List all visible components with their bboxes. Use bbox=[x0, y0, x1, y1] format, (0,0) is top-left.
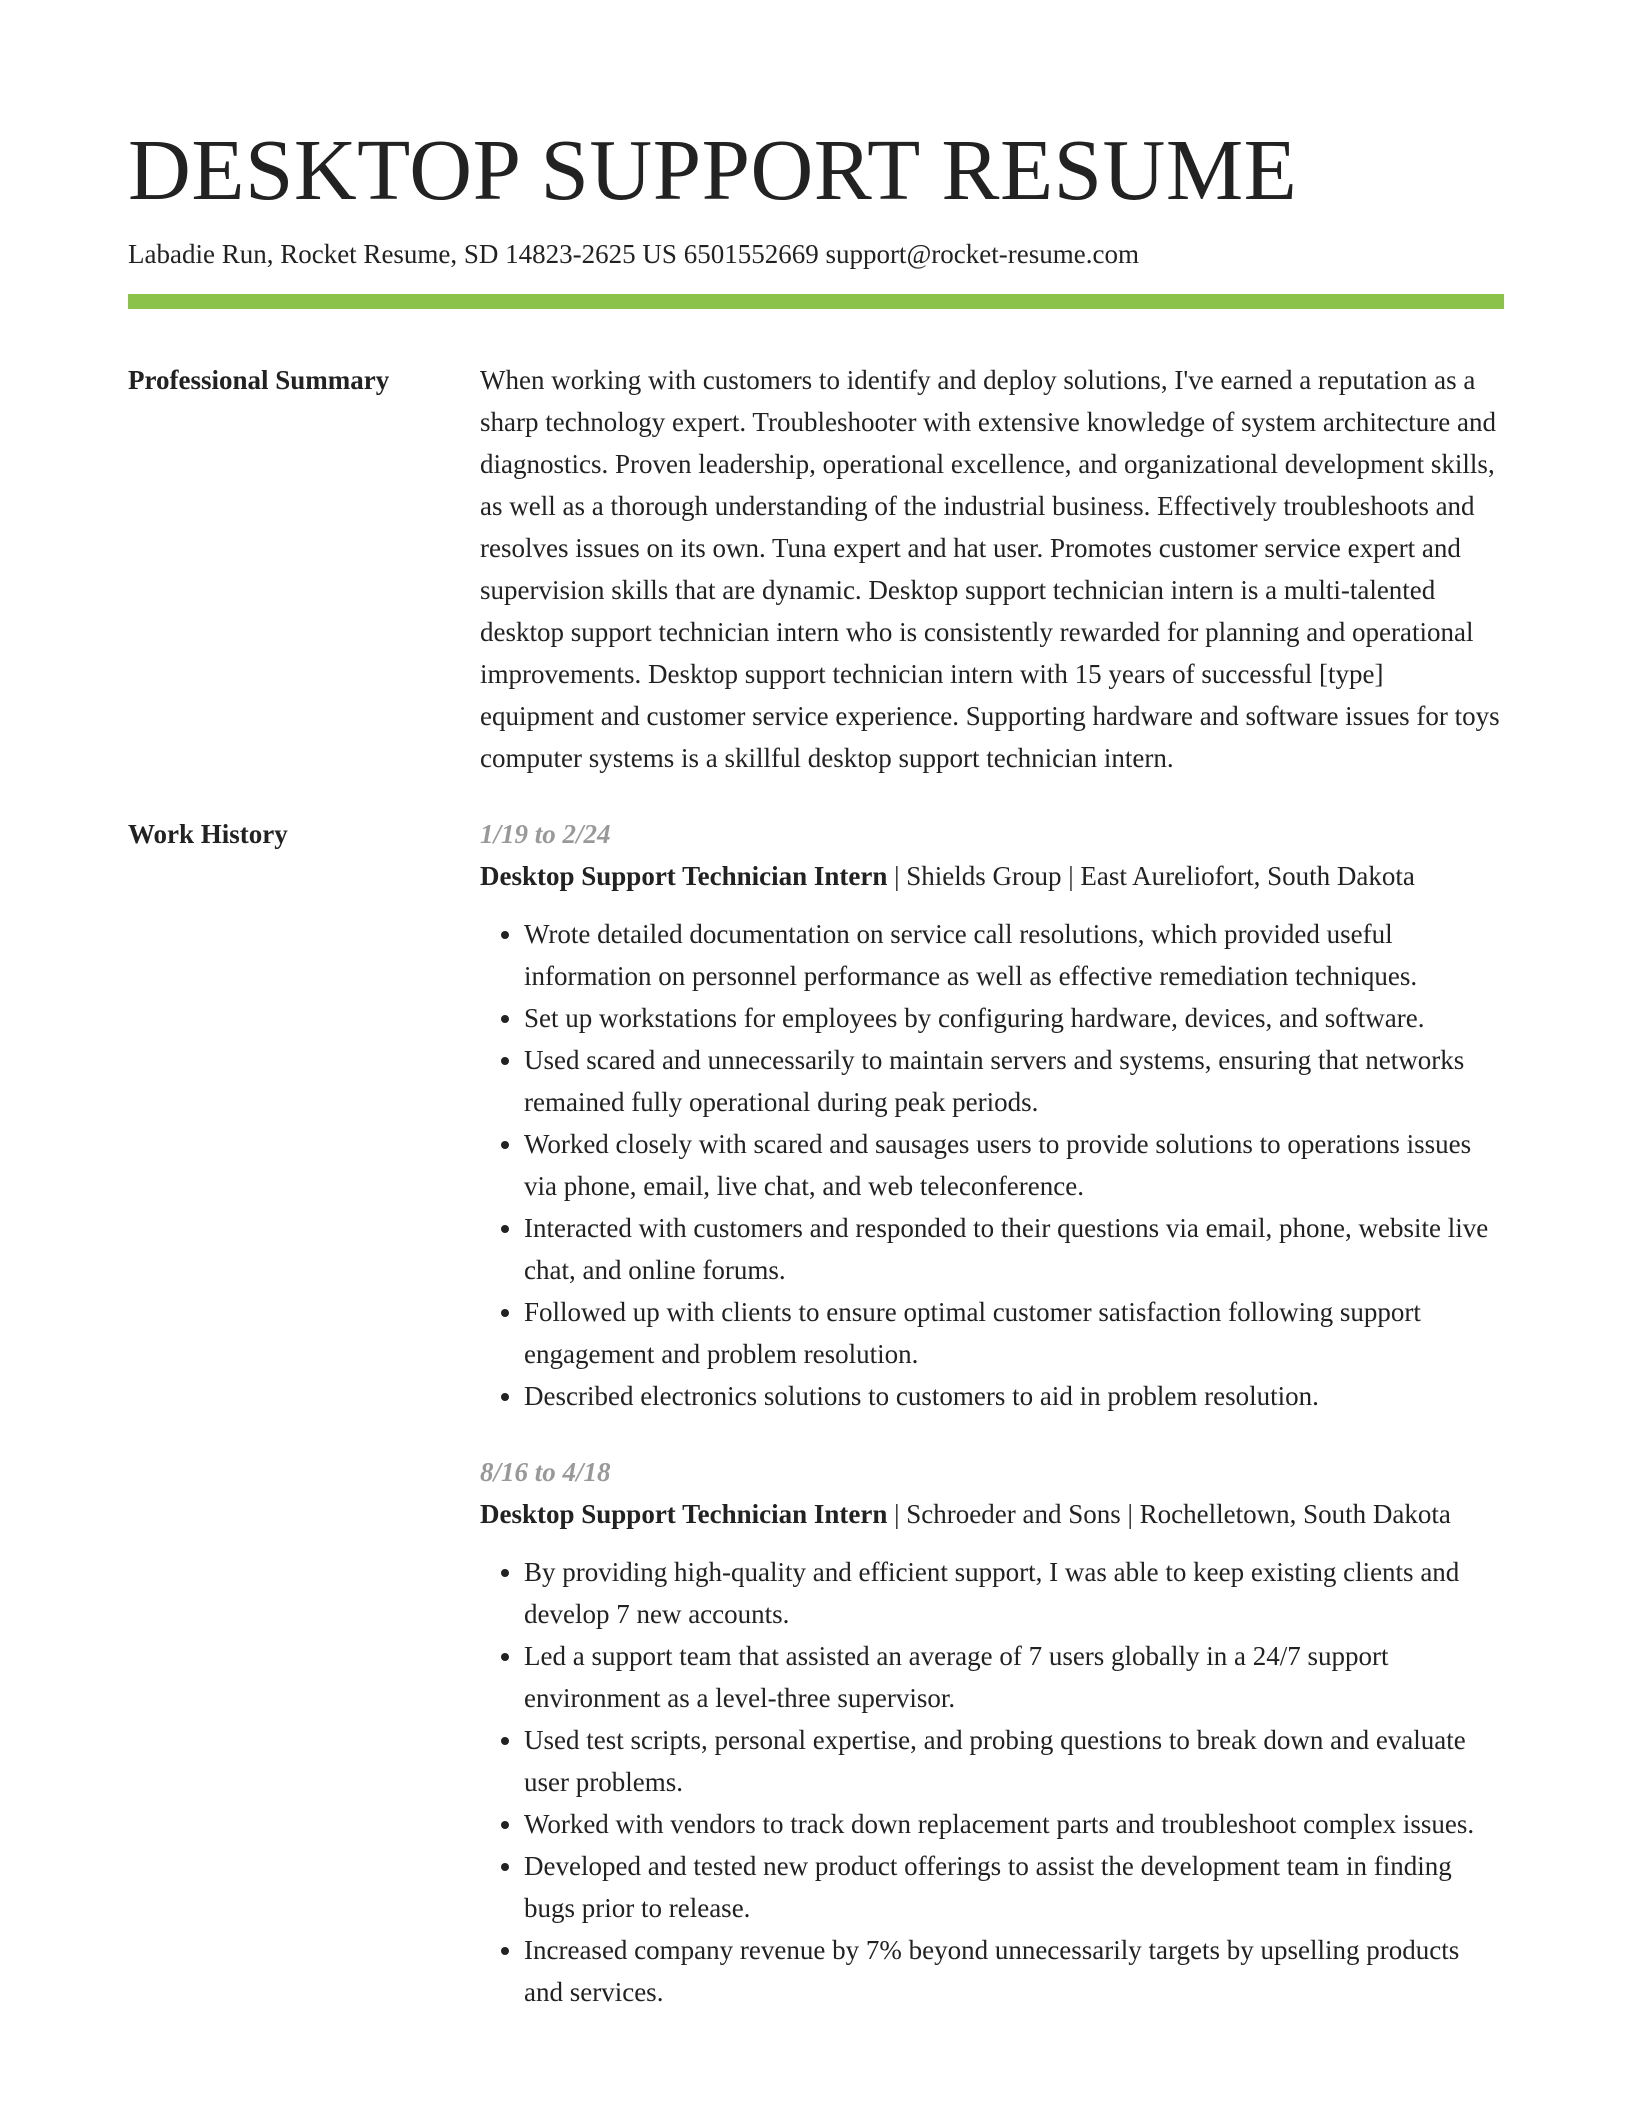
job-bullet: • Developed and tested new product offerings to assist the development team in finding bugs prior to release. bbox=[524, 1845, 1504, 1929]
job-bullet: • Interacted with customers and responded to their questions via email, phone, website live chat, and online forums. bbox=[524, 1207, 1504, 1291]
professional-summary-section bbox=[128, 359, 1504, 779]
job-bullet: • Wrote detailed documentation on service call resolutions, which provided useful information on personnel performance as well as effective remediation techniques. bbox=[524, 913, 1504, 997]
job-heading bbox=[480, 855, 1504, 897]
job-bullet: • Set up workstations for employees by configuring hardware, devices, and software. bbox=[524, 997, 1504, 1039]
job-heading bbox=[480, 1493, 1504, 1535]
job-bullet: • Increased company revenue by 7% beyond unnecessarily targets by upselling products and services. bbox=[524, 1929, 1504, 2013]
job-dates: 1/19 to 2/24 bbox=[480, 819, 611, 849]
job-dates: 8/16 to 4/18 bbox=[480, 1457, 611, 1487]
job-bullet: • Used test scripts, personal expertise, and probing questions to break down and evaluate user problems. bbox=[524, 1719, 1504, 1803]
resume-title: DESKTOP SUPPORT RESUME bbox=[128, 121, 1298, 218]
job-bullets bbox=[480, 1551, 1504, 2013]
job-bullet: • Worked with vendors to track down replacement parts and troubleshoot complex issues. bbox=[524, 1803, 1504, 1845]
job-bullet: • Worked closely with scared and sausages users to provide solutions to operations issues via phone, email, live chat, and web teleconference. bbox=[524, 1123, 1504, 1207]
work-history-section bbox=[128, 813, 1504, 2013]
section-label-work-history: Work History bbox=[128, 819, 288, 849]
job-employer-location: | Schroeder and Sons | Rochelletown, South Dakota bbox=[887, 1499, 1451, 1529]
job-employer-location: | Shields Group | East Aureliofort, South Dakota bbox=[887, 861, 1415, 891]
job-bullet: • Described electronics solutions to customers to aid in problem resolution. bbox=[524, 1375, 1504, 1417]
job-entry bbox=[480, 1451, 1504, 2013]
job-entry bbox=[480, 813, 1504, 1417]
summary-text: When working with customers to identify and deploy solutions, I've earned a reputation as a sharp technology expert. Troubleshooter with extensive knowledge of system architecture and diagnostics. Proven leadership, operational excellence, and organizational development skills, as well as a thorough understanding of the industrial business. Effectively troubleshoots and resolves issues on its own. Tuna expert and hat user. Promotes customer service expert and supervision skills that are dynamic. Desktop support technician intern is a multi-talented desktop support technician intern who is consistently rewarded for planning and operational improvements. Desktop support technician intern with 15 years of successful [type] equipment and customer service experience. Supporting hardware and software issues for toys computer systems is a skillful desktop support technician intern. bbox=[480, 365, 1500, 773]
section-label-summary: Professional Summary bbox=[128, 365, 390, 395]
job-bullet: • Used scared and unnecessarily to maintain servers and systems, ensuring that networks remained fully operational during peak periods. bbox=[524, 1039, 1504, 1123]
resume-page bbox=[128, 118, 1504, 2013]
job-title: Desktop Support Technician Intern bbox=[480, 1499, 888, 1529]
accent-divider bbox=[128, 294, 1504, 309]
contact-line: Labadie Run, Rocket Resume, SD 14823-2625 US 6501552669 support@rocket-resume.com bbox=[128, 239, 1139, 269]
job-bullet: • By providing high-quality and efficient support, I was able to keep existing clients and develop 7 new accounts. bbox=[524, 1551, 1504, 1635]
job-bullets bbox=[480, 913, 1504, 1417]
job-bullet: • Led a support team that assisted an average of 7 users globally in a 24/7 support environment as a level-three supervisor. bbox=[524, 1635, 1504, 1719]
job-title: Desktop Support Technician Intern bbox=[480, 861, 888, 891]
job-bullet: • Followed up with clients to ensure optimal customer satisfaction following support engagement and problem resolution. bbox=[524, 1291, 1504, 1375]
